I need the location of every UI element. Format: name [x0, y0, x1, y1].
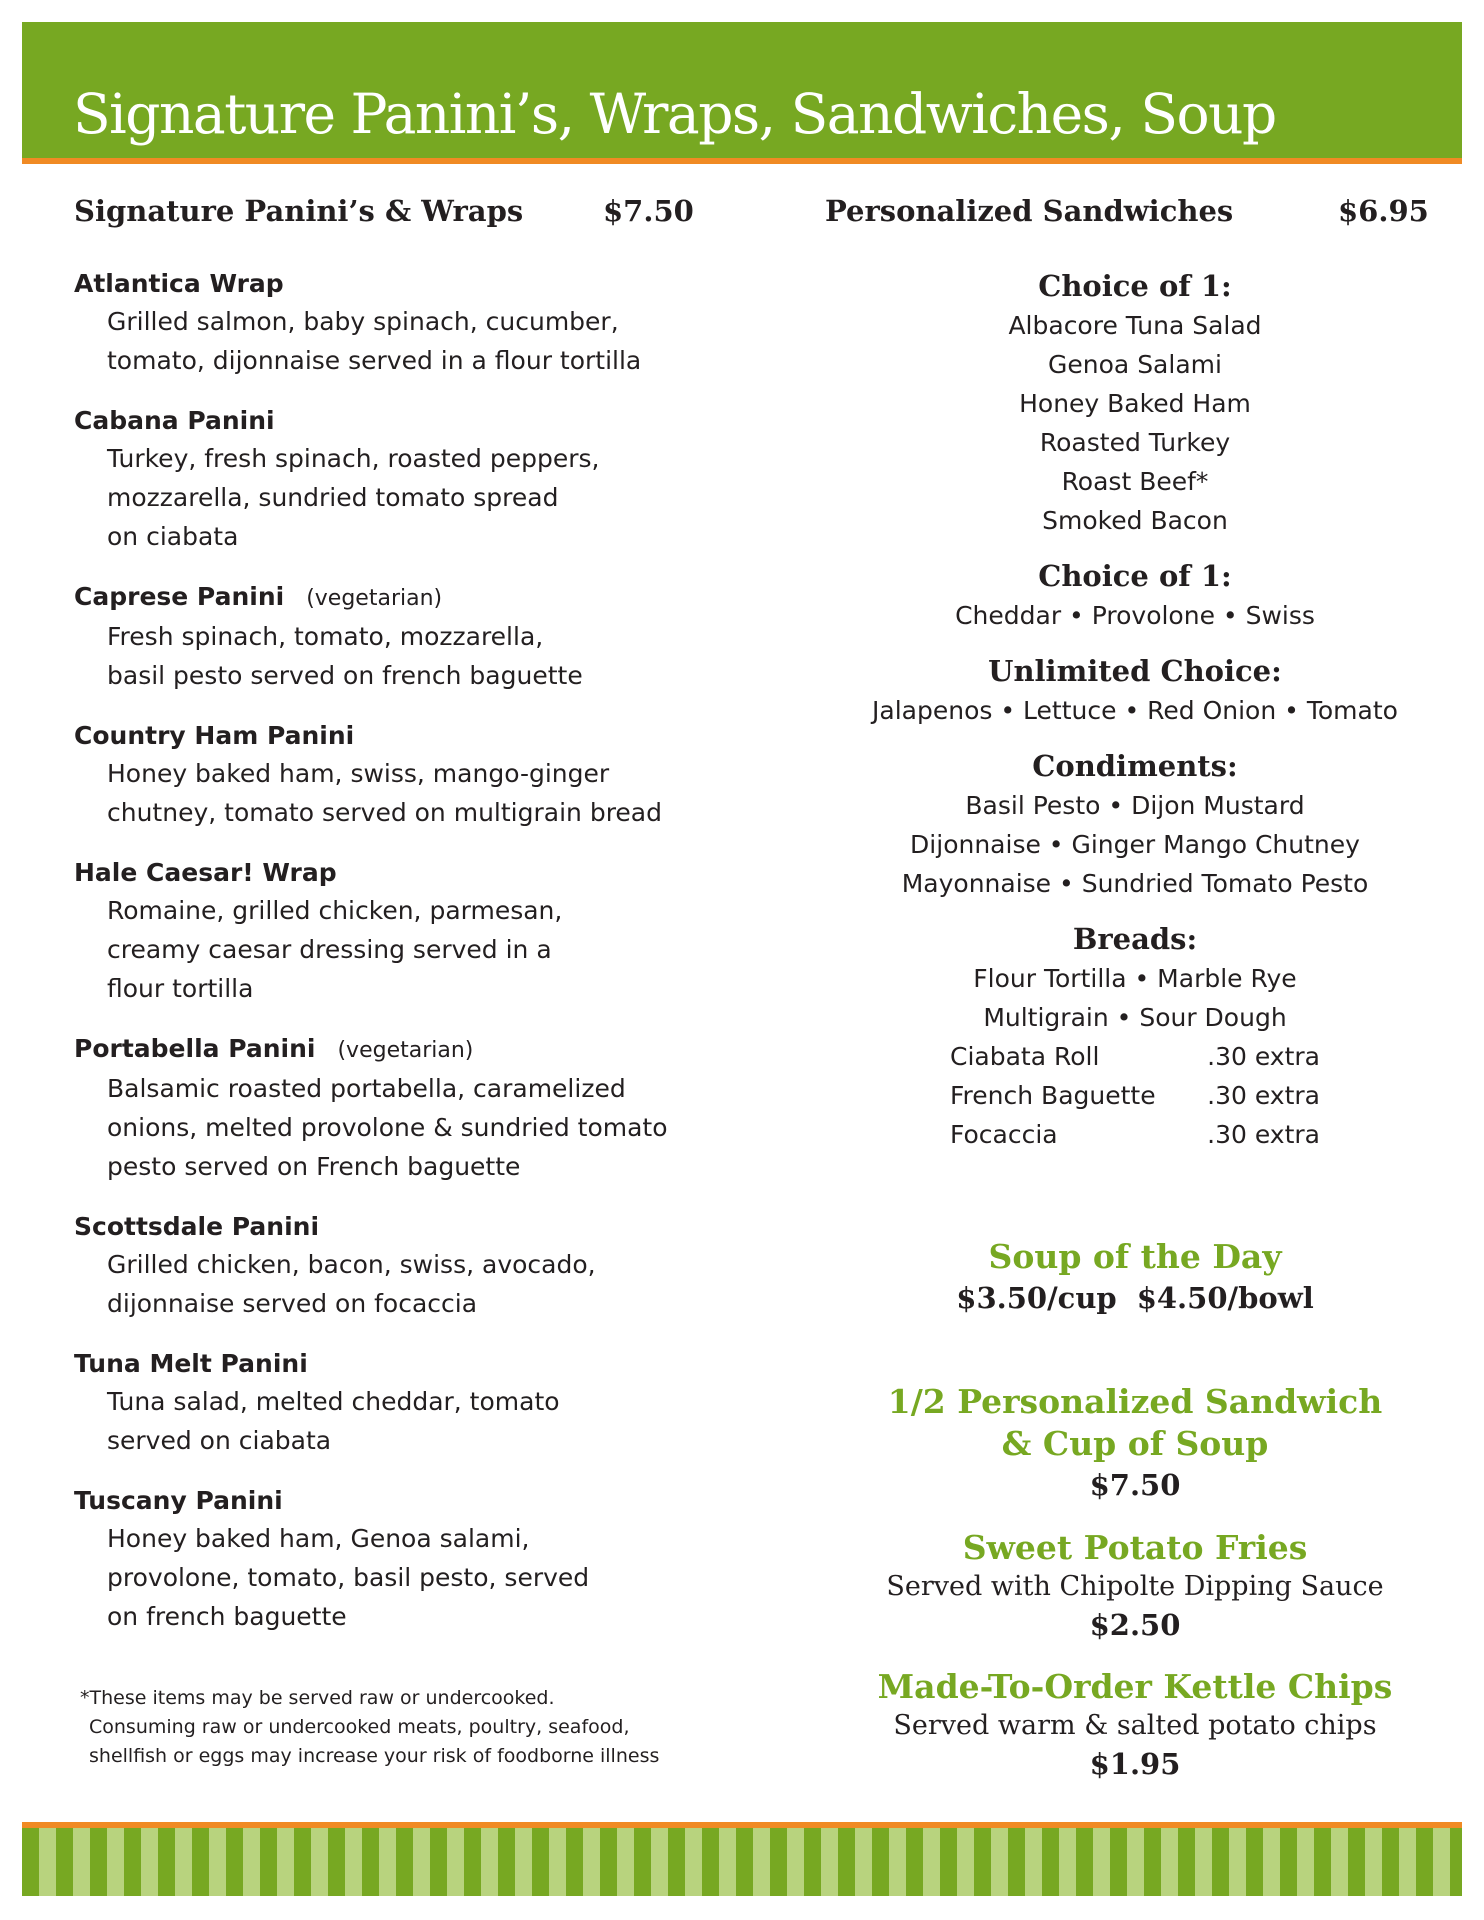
menu-item-name — [74, 403, 674, 439]
panini-menu-list — [74, 266, 674, 1659]
menu-item-title: Tuna Melt Panini — [74, 1349, 308, 1378]
option-line: Mayonnaise • Sundried Tomato Pesto — [901, 869, 1369, 898]
menu-item-title: Tuscany Panini — [74, 1486, 283, 1515]
option-line: Honey Baked Ham — [1019, 389, 1251, 418]
description-line: served on ciabata — [107, 1426, 332, 1455]
menu-item-description — [74, 1519, 674, 1636]
sweet-potato-fries — [830, 1527, 1440, 1645]
chips-description: Served warm & salted potato chips — [893, 1710, 1377, 1741]
panini-section-title: Signature Panini’s & Wraps — [74, 194, 524, 228]
description-line: Tuna salad, melted cheddar, tomato — [107, 1387, 560, 1416]
description-line: Grilled chicken, bacon, swiss, avocado, — [107, 1250, 596, 1279]
soup-title: Soup of the Day — [988, 1237, 1282, 1276]
disclaimer-line: *These items may be served raw or undercooked. — [80, 1687, 555, 1709]
menu-item-name — [74, 1209, 674, 1245]
description-line: Turkey, fresh spinach, roasted peppers, — [107, 444, 600, 473]
option-line: Jalapenos • Lettuce • Red Onion • Tomato — [872, 696, 1398, 725]
menu-item-description — [74, 754, 674, 832]
description-line: Balsamic roasted portabella, caramelized — [107, 1074, 626, 1103]
description-line: Grilled salmon, baby spinach, cucumber, — [107, 307, 619, 336]
sandwich-section-title: Personalized Sandwiches — [825, 194, 1234, 228]
bread-extra-price: .30 extra — [1207, 1042, 1320, 1071]
menu-item-description — [74, 617, 674, 695]
fries-title: Sweet Potato Fries — [962, 1528, 1308, 1567]
footer-stripe-band — [22, 1828, 1462, 1896]
description-line: on ciabata — [107, 522, 239, 551]
option-line: Roasted Turkey — [1039, 428, 1231, 457]
menu-item-description — [74, 1245, 674, 1323]
option-group — [830, 919, 1440, 1037]
menu-item-title: Country Ham Panini — [74, 721, 355, 750]
option-group — [830, 651, 1440, 730]
option-line: Flour Tortilla • Marble Rye — [973, 964, 1297, 993]
menu-item — [74, 1209, 674, 1323]
menu-item-name — [74, 718, 674, 754]
menu-item-title: Hale Caesar! Wrap — [74, 858, 337, 887]
combo-title-line1: 1/2 Personalized Sandwich — [887, 1382, 1383, 1421]
page-title: Signature Panini’s, Wraps, Sandwiches, Soup — [73, 82, 1276, 146]
bread-extra-row — [950, 1115, 1320, 1154]
menu-item — [74, 579, 674, 695]
bread-extra-price: .30 extra — [1207, 1120, 1320, 1149]
option-group — [830, 746, 1440, 903]
description-line: Honey baked ham, swiss, mango-ginger — [107, 759, 610, 788]
option-group-title: Unlimited Choice: — [988, 654, 1282, 688]
panini-section-price: $7.50 — [603, 194, 694, 228]
sandwich-options — [830, 266, 1440, 1154]
description-line: dijonnaise served on focaccia — [107, 1289, 478, 1318]
menu-item-name — [74, 579, 674, 617]
description-line: flour tortilla — [107, 974, 254, 1003]
menu-item-description — [74, 439, 674, 556]
disclaimer-line: shellfish or eggs may increase your risk of foodborne illness — [89, 1745, 660, 1767]
menu-item-title: Caprese Panini — [74, 582, 285, 611]
option-group-title: Condiments: — [1032, 749, 1238, 783]
menu-item — [74, 718, 674, 832]
menu-item — [74, 403, 674, 556]
bread-extra-name: Ciabata Roll — [950, 1042, 1100, 1071]
option-line: Dijonnaise • Ginger Mango Chutney — [910, 830, 1360, 859]
menu-item — [74, 1031, 674, 1186]
soup-cup-price: $3.50/cup — [956, 1281, 1117, 1315]
option-line: Genoa Salami — [1048, 350, 1222, 379]
option-line: Smoked Bacon — [1042, 506, 1228, 535]
kettle-chips — [830, 1666, 1440, 1784]
soup-bowl-price: $4.50/bowl — [1136, 1281, 1314, 1315]
description-line: basil pesto served on french baguette — [107, 661, 583, 690]
option-line: Cheddar • Provolone • Swiss — [955, 601, 1315, 630]
option-group-title: Choice of 1: — [1038, 559, 1232, 593]
sandwich-section-price: $6.95 — [1338, 194, 1429, 228]
description-line: Fresh spinach, tomato, mozzarella, — [107, 622, 544, 651]
raw-food-disclaimer — [80, 1684, 680, 1771]
menu-item-name — [74, 266, 674, 302]
menu-item-name — [74, 1346, 674, 1382]
disclaimer-line: Consuming raw or undercooked meats, poultry, seafood, — [89, 1716, 630, 1738]
menu-item-description — [74, 891, 674, 1008]
menu-item-name — [74, 1483, 674, 1519]
bread-extra-row — [950, 1076, 1320, 1115]
description-line: mozzarella, sundried tomato spread — [107, 483, 559, 512]
combo-price: $7.50 — [1089, 1468, 1181, 1502]
soup-of-the-day — [830, 1236, 1440, 1318]
description-line: Romaine, grilled chicken, parmesan, — [107, 896, 563, 925]
option-line: Albacore Tuna Salad — [1008, 311, 1262, 340]
menu-item-note: (vegetarian) — [306, 586, 443, 611]
menu-item — [74, 1483, 674, 1636]
description-line: on french baguette — [107, 1602, 347, 1631]
bread-extra-name: Focaccia — [950, 1120, 1058, 1149]
description-line: pesto served on French baguette — [107, 1152, 521, 1181]
menu-item-name — [74, 1031, 674, 1069]
menu-item — [74, 1346, 674, 1460]
option-group — [830, 556, 1440, 635]
chips-title: Made-To-Order Kettle Chips — [877, 1667, 1393, 1706]
option-group-title: Breads: — [1072, 922, 1198, 956]
menu-item-description — [74, 1069, 674, 1186]
description-line: creamy caesar dressing served in a — [107, 935, 552, 964]
menu-item — [74, 855, 674, 1008]
bread-extra-row — [950, 1037, 1320, 1076]
fries-price: $2.50 — [1089, 1608, 1181, 1642]
menu-item-name — [74, 855, 674, 891]
combo-title-line2: & Cup of Soup — [1001, 1424, 1269, 1463]
bread-extra-price: .30 extra — [1207, 1081, 1320, 1110]
description-line: onions, melted provolone & sundried tomato — [107, 1113, 668, 1142]
option-line: Basil Pesto • Dijon Mustard — [965, 791, 1305, 820]
description-line: provolone, tomato, basil pesto, served — [107, 1563, 590, 1592]
chips-price: $1.95 — [1089, 1747, 1181, 1781]
menu-item-note: (vegetarian) — [337, 1038, 474, 1063]
description-line: chutney, tomato served on multigrain bread — [107, 798, 662, 827]
menu-item-title: Atlantica Wrap — [74, 269, 284, 298]
bread-extra-name: French Baguette — [950, 1081, 1156, 1110]
menu-item — [74, 266, 674, 380]
description-line: Honey baked ham, Genoa salami, — [107, 1524, 530, 1553]
menu-item-description — [74, 1382, 674, 1460]
menu-item-title: Cabana Panini — [74, 406, 275, 435]
option-line: Multigrain • Sour Dough — [983, 1003, 1287, 1032]
description-line: tomato, dijonnaise served in a flour tortilla — [107, 346, 642, 375]
fries-description: Served with Chipolte Dipping Sauce — [886, 1571, 1384, 1602]
menu-item-title: Portabella Panini — [74, 1034, 316, 1063]
menu-item-description — [74, 302, 674, 380]
option-group — [830, 266, 1440, 540]
option-line: Roast Beef* — [1061, 467, 1209, 496]
option-groups — [830, 266, 1440, 1037]
menu-item-title: Scottsdale Panini — [74, 1212, 320, 1241]
combo-offer — [830, 1381, 1440, 1505]
bread-extras-list — [950, 1037, 1320, 1154]
header-divider — [22, 158, 1462, 164]
option-group-title: Choice of 1: — [1038, 269, 1232, 303]
